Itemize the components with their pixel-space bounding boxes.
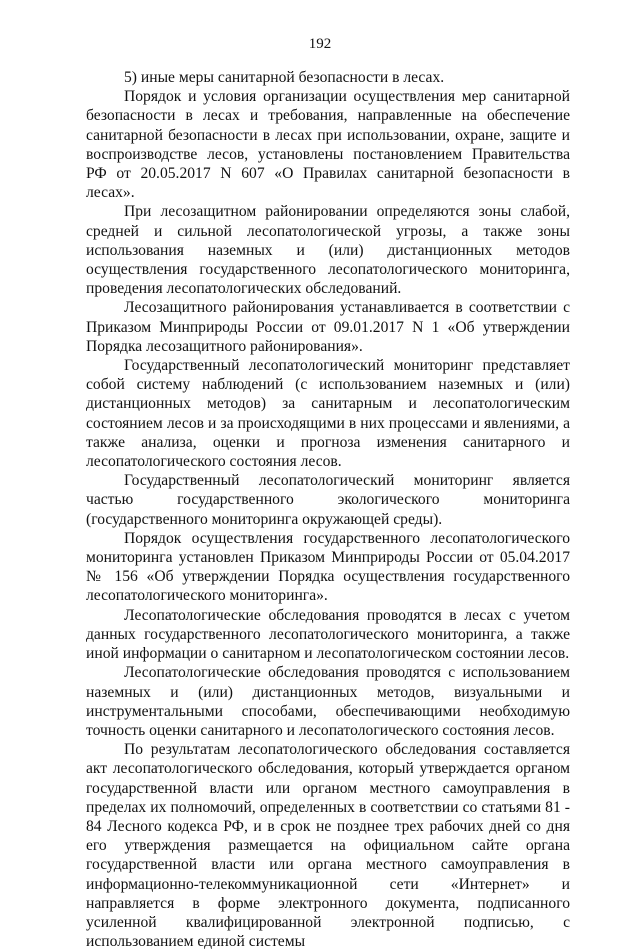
- paragraph-survey-methods: Лесопатологические обследования проводятся с использованием наземных и (или) дистанционных методов, визуальными и инструментальными способами, обеспечивающими необходимую точность оценки санитарного и лесопатологического состояния лесов.: [86, 664, 570, 739]
- document-body: [86, 68, 570, 951]
- paragraph-zoning-order: Лесозащитного районирования устанавливается в соответствии с Приказом Минприроды России от 09.01.2017 N 1 «Об утверждении Порядка лесозащитного районирования».: [86, 299, 570, 355]
- paragraph-sanitary-security-order: Порядок и условия организации осуществления мер санитарной безопасности в лесах и требования, направленные на обеспечение санитарной безопасности в лесах при использовании, охране, защите и воспроизводстве лесов, установлены постановлением Правительства РФ от 20.05.2017 N 607 «О Правилах санитарной безопасности в лесах».: [86, 88, 570, 202]
- paragraph-forest-zoning-threat-zones: При лесозащитном районировании определяются зоны слабой, средней и сильной лесопатологической угрозы, а также зоны использования наземных и (или) дистанционных методов осуществления государственного лесопатологического мониторинга, проведения лесопатологических обследований.: [86, 203, 570, 298]
- paragraph-monitoring-definition: Государственный лесопатологический мониторинг представляет собой систему наблюдений (с использованием наземных и (или) дистанционных методов) за санитарным и лесопатологическим состоянием лесов и за происходящими в них процессами и явлениями, а также анализа, оценки и прогноза изменения санитарного и лесопатологического состояния лесов.: [86, 357, 570, 471]
- paragraph-monitoring-part-of-ecological: Государственный лесопатологический мониторинг является частью государственного экологического мониторинга (государственного мониторинга окружающей среды).: [86, 472, 570, 528]
- paragraph-survey-act: По результатам лесопатологического обследования составляется акт лесопатологического обследования, который утверждается органом государственной власти или органом местного самоуправления в пределах их полномочий, определенных в соответствии со статьями 81 - 84 Лесного кодекса РФ, и в срок не позднее трех рабочих дней со дня его утверждения размещается на официальном сайте органа государственной власти или органа местного самоуправления в информационно-телекоммуникационной сети «Интернет» и направляется в форме электронного документа, подписанного усиленной квалифицированной электронной подписью, с использованием единой системы: [86, 741, 570, 951]
- paragraph-list-item-5: 5) иные меры санитарной безопасности в лесах.: [124, 69, 445, 86]
- paragraph-monitoring-order: Порядок осуществления государственного лесопатологического мониторинга установлен Приказом Минприроды России от 05.04.2017 № 156 «Об утверждении Порядка осуществления государственного лесопатологического мониторинга».: [86, 529, 570, 605]
- paragraph-surveys-based-on-monitoring: Лесопатологические обследования проводятся в лесах с учетом данных государственного лесопатологического мониторинга, а также иной информации о санитарном и лесопатологическом состоянии лесов.: [86, 606, 570, 663]
- page-number: 192: [308, 36, 332, 52]
